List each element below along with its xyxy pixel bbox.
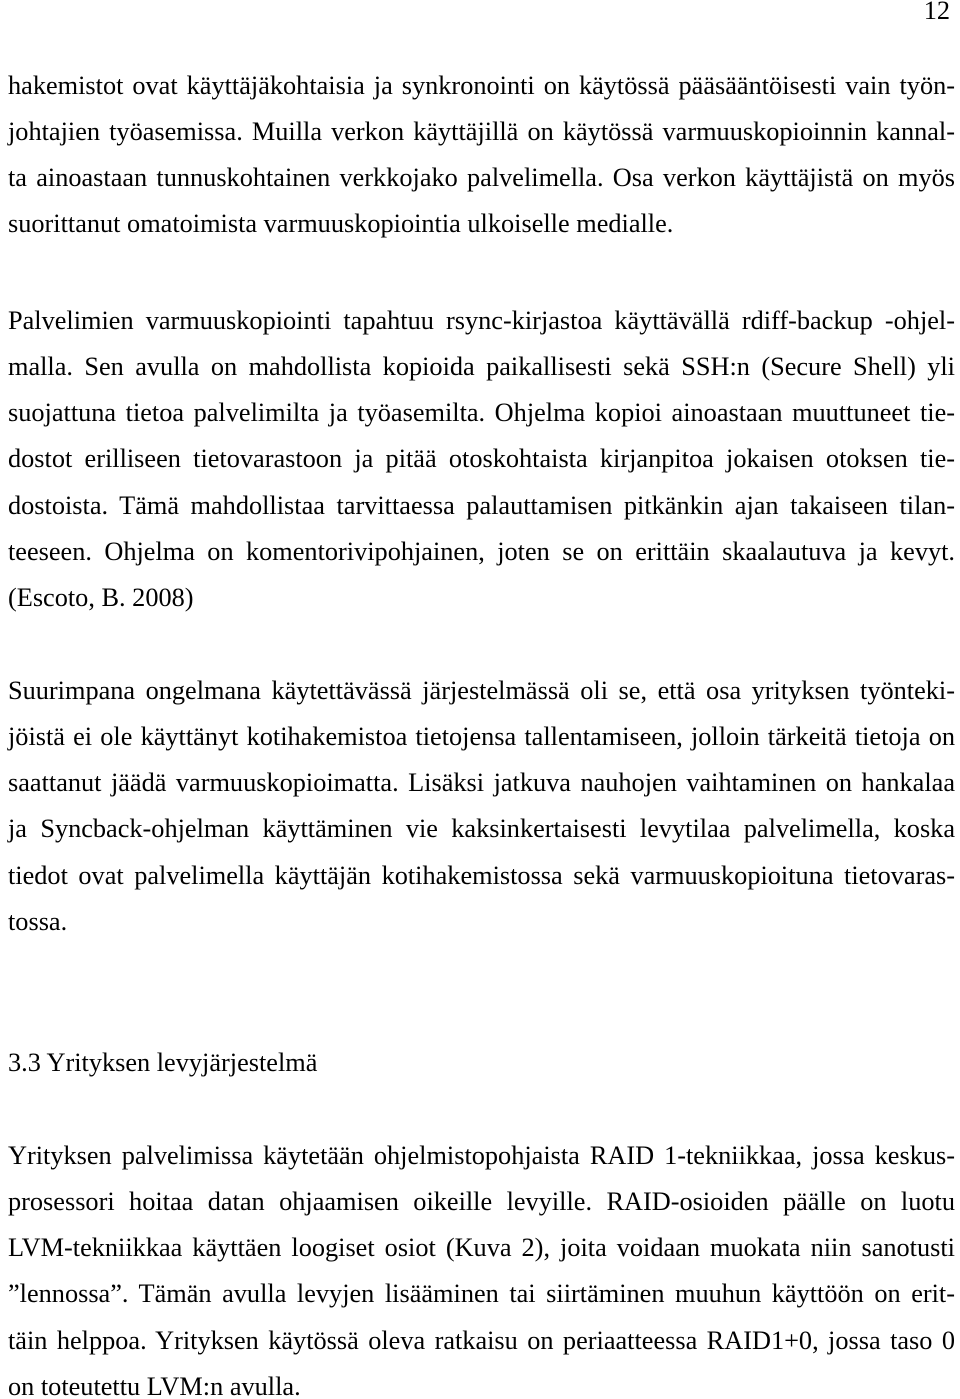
text-line: tiedot ovat palvelimella käyttäjän kotihakemistossa sekä varmuuskopioituna tietovaras- (8, 860, 955, 890)
text-line: Suurimpana ongelmana käytettävässä järjestelmässä oli se, että osa yrityksen työnteki- (8, 675, 955, 705)
section-heading-block (8, 1047, 955, 1077)
text-line: Palvelimien varmuuskopiointi tapahtuu rsync-kirjastoa käyttävällä rdiff-backup -ohjel- (8, 305, 955, 335)
text-line: johtajien työasemissa. Muilla verkon käyttäjillä on käytössä varmuuskopioinnin kannal- (8, 116, 955, 146)
text-line: suojattuna tietoa palvelimilta ja työasemilta. Ohjelma kopioi ainoastaan muuttuneet tie- (8, 398, 955, 428)
paragraph (8, 1140, 955, 1399)
text-line: on toteutettu LVM:n avulla. (8, 1371, 301, 1399)
text-line: hakemistot ovat käyttäjäkohtaisia ja synkronointi on käytössä pääsääntöisesti vain työn- (8, 70, 955, 100)
text-line: täin helppoa. Yrityksen käytössä oleva ratkaisu on periaatteessa RAID1+0, jossa taso 0 (8, 1325, 955, 1355)
text-line: tossa. (8, 906, 68, 936)
text-line: teeseen. Ohjelma on komentorivipohjainen, joten se on erittäin skaalautuva ja kevyt. (8, 536, 955, 566)
section-heading: 3.3 Yrityksen levyjärjestelmä (8, 1047, 318, 1077)
page-number: 12 (923, 0, 950, 25)
text-line: LVM-tekniikkaa käyttäen loogiset osiot (Kuva 2), joita voidaan muokata niin sanotusti (8, 1233, 955, 1263)
text-line: malla. Sen avulla on mahdollista kopioida paikallisesti sekä SSH:n (Secure Shell) yli (8, 351, 955, 381)
text-line: saattanut jäädä varmuuskopioimatta. Lisäksi jatkuva nauhojen vaihtaminen on hankalaa (8, 768, 955, 798)
citation-line: (Escoto, B. 2008) (8, 583, 194, 613)
text-line: dostot erilliseen tietovarastoon ja pitää otoskohtaista kirjanpitoa jokaisen otoksen tie- (8, 444, 955, 474)
paragraph (8, 675, 955, 936)
text-line: jöistä ei ole käyttänyt kotihakemistoa tietojensa tallentamiseen, jolloin tärkeitä tietoja on (8, 721, 955, 751)
text-line: Yrityksen palvelimissa käytetään ohjelmistopohjaista RAID 1-tekniikkaa, jossa keskus- (8, 1140, 955, 1170)
text-line: ta ainoastaan tunnuskohtainen verkkojako palvelimella. Osa verkon käyttäjistä on myös (8, 163, 955, 193)
text-line: suorittanut omatoimista varmuuskopiointia ulkoiselle medialle. (8, 209, 674, 239)
text-line: ”lennossa”. Tämän avulla levyjen lisääminen tai siirtäminen muuhun käyttöön on erit- (8, 1279, 955, 1309)
paragraph (8, 305, 955, 613)
paragraph (8, 70, 955, 239)
text-line: ja Syncback-ohjelman käyttäminen vie kaksinkertaisesti levytilaa palvelimella, koska (8, 814, 955, 844)
text-line: prosessori hoitaa datan ohjaamisen oikeille levyille. RAID-osioiden päälle on luotu (8, 1186, 955, 1216)
text-line: dostoista. Tämä mahdollistaa tarvittaessa palauttamisen pitkänkin ajan takaiseen tilan- (8, 490, 955, 520)
